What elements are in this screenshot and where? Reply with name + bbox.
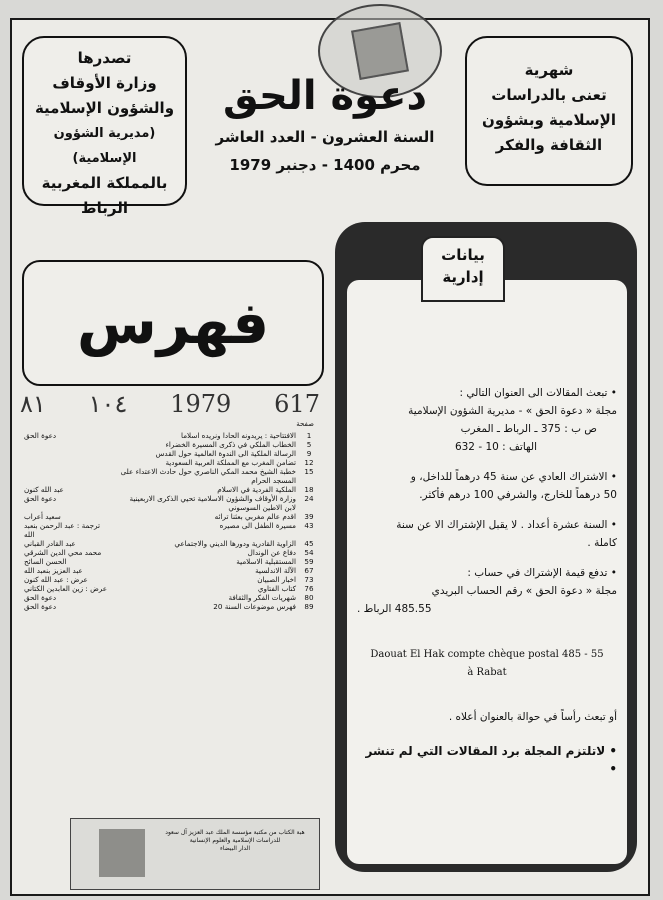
admin-text: كاملة . bbox=[587, 537, 617, 549]
toc-author: دعوة الحق bbox=[24, 602, 57, 611]
toc-author: الحسن السائح bbox=[24, 557, 67, 566]
toc-row bbox=[22, 449, 322, 458]
toc-author: عرض : عبد الله كنون bbox=[24, 575, 88, 584]
toc-article-title: اخبار الصبيان bbox=[257, 575, 296, 584]
toc-article-title: مسيرة الطفل الى مصيره bbox=[219, 521, 296, 530]
handwritten-number: ٨١ bbox=[20, 390, 46, 418]
contents-heading: فهرس bbox=[76, 289, 270, 357]
admin-tab-heading bbox=[421, 236, 505, 302]
subtitle-box bbox=[465, 36, 633, 186]
handwritten-number: ١٠٤ bbox=[88, 390, 128, 418]
toc-article-title: وزارة الأوقاف والشؤون الاسلامية تحيي الذكرى الاربعينية لابن الاطين السوسوني bbox=[129, 494, 296, 512]
toc-row bbox=[22, 458, 322, 467]
toc-article-title: خطبة الشيخ محمد المكي الناصري حول حادث الاعتداء على المسجد الحرام bbox=[120, 467, 296, 485]
toc-author: عبد القادر القباني bbox=[24, 539, 76, 548]
toc-article-title: الافتتاحية : يريدونه الحادا ونريده اسلاما bbox=[181, 431, 296, 440]
toc-row bbox=[22, 440, 322, 449]
donation-stamp bbox=[70, 818, 320, 890]
toc-article-title: الخطاب الملكي في ذكرى المسيرة الخضراء bbox=[165, 440, 296, 449]
admin-text: أو تبعث رأساً في حوالة بالعنوان أعلاه . bbox=[448, 711, 617, 723]
toc-row bbox=[22, 584, 322, 593]
toc-row bbox=[22, 539, 322, 548]
masthead bbox=[190, 70, 460, 174]
toc-article-title: دفاع عن الوندال bbox=[247, 548, 296, 557]
subtitle-line: الثقافة والفكر bbox=[495, 136, 603, 154]
table-of-contents bbox=[22, 420, 322, 611]
admin-info-panel bbox=[335, 222, 637, 872]
toc-page-number: 39 bbox=[304, 512, 314, 521]
subtitle-line: الإسلامية وبشؤون bbox=[482, 111, 616, 129]
handwritten-number: 617 bbox=[274, 390, 320, 418]
toc-page-number: 59 bbox=[304, 557, 314, 566]
toc-page-header: صفحة bbox=[296, 420, 314, 428]
issue-date: محرم 1400 - دجنبر 1979 bbox=[229, 156, 421, 174]
toc-article-title: المستقبلية الاسلامية bbox=[236, 557, 296, 566]
toc-author: عرض : زين العابدين الكتاني bbox=[24, 584, 108, 593]
toc-row bbox=[22, 521, 322, 539]
publisher-box bbox=[22, 36, 187, 217]
admin-info-content bbox=[347, 280, 627, 864]
stamp-line: هبة الكتاب من مكتبة مؤسسة الملك عبد العزيز آل سعود bbox=[165, 829, 305, 836]
toc-row bbox=[22, 467, 322, 485]
toc-page-number: 1 bbox=[306, 431, 312, 440]
toc-page-number: 67 bbox=[304, 566, 314, 575]
toc-article-title: الرسالة الملكية الى الندوة العالمية حول القدس bbox=[155, 449, 296, 458]
toc-row bbox=[22, 602, 322, 611]
toc-page-number: 54 bbox=[304, 548, 314, 557]
toc-author: عبد الله كنون bbox=[24, 485, 64, 494]
toc-page-number: 45 bbox=[304, 539, 314, 548]
admin-text: • تبعث المقالات الى العنوان التالي : bbox=[459, 387, 617, 399]
admin-text: • السنة عشرة أعداد . لا يقبل الإشتراك الا عن سنة bbox=[396, 519, 617, 531]
toc-row bbox=[22, 557, 322, 566]
admin-notice: • لاتلتزم المجلة برد المقالات التي لم تنشر • bbox=[365, 744, 617, 776]
toc-row bbox=[22, 566, 322, 575]
admin-text: مجلة « دعوة الحق » رقم الحساب البريدي bbox=[431, 585, 617, 597]
admin-tab-line: بيانات bbox=[441, 246, 485, 264]
publisher-line: بالمملكة المغربية bbox=[41, 174, 168, 192]
stamp-photo bbox=[99, 829, 145, 877]
toc-article-title: كتاب الفتاوي bbox=[257, 584, 296, 593]
toc-rows bbox=[22, 431, 322, 611]
magazine-title: دعوة الحق bbox=[222, 73, 428, 119]
publisher-line: تصدرها bbox=[77, 49, 132, 67]
toc-row bbox=[22, 485, 322, 494]
toc-page-number: 89 bbox=[304, 602, 314, 611]
contents-heading-box bbox=[22, 260, 324, 386]
publisher-line: وزارة الأوقاف bbox=[52, 74, 157, 92]
toc-article-title: شهريات الفكر والثقافة bbox=[228, 593, 296, 602]
admin-text: 485.55 الرباط . bbox=[357, 603, 432, 615]
admin-text: • تدفع قيمة الإشتراك في حساب : bbox=[467, 567, 617, 579]
toc-page-number: 12 bbox=[304, 458, 314, 467]
toc-author: دعوة الحق bbox=[24, 593, 57, 602]
toc-article-title: تضامن المغرب مع المملكة العربية السعودية bbox=[165, 458, 296, 467]
toc-row bbox=[22, 512, 322, 521]
toc-page-number: 9 bbox=[306, 449, 312, 458]
toc-row bbox=[22, 548, 322, 557]
handwritten-annotation bbox=[20, 390, 320, 418]
toc-page-number: 76 bbox=[304, 584, 314, 593]
publisher-line: الرباط bbox=[81, 199, 128, 217]
subtitle-line: تعنى بالدراسات bbox=[491, 86, 607, 104]
toc-page-number: 43 bbox=[304, 521, 314, 530]
toc-author: سعيد أعراب bbox=[24, 512, 61, 521]
toc-row bbox=[22, 431, 322, 440]
toc-page-number: 73 bbox=[304, 575, 314, 584]
toc-author: دعوة الحق bbox=[24, 431, 57, 440]
publisher-line: (مديرية الشؤون الإسلامية) bbox=[53, 126, 156, 166]
toc-author: ترجمة : عبد الرحمن بنعبد الله bbox=[24, 521, 101, 539]
subtitle-line: شهرية bbox=[524, 61, 574, 79]
toc-author: دعوة الحق bbox=[24, 494, 57, 503]
toc-page-number: 18 bbox=[304, 485, 314, 494]
postal-account-fr: Daouat El Hak compte chèque postal 485 - 55 bbox=[370, 649, 604, 660]
handwritten-year: 1979 bbox=[170, 390, 232, 418]
toc-page-number: 80 bbox=[304, 593, 314, 602]
toc-row bbox=[22, 593, 322, 602]
admin-text: 50 درهماً للخارج، والشرفي 100 درهم فأكثر. bbox=[419, 489, 617, 501]
toc-article-title: الزاوية القادرية ودورها الديني والاجتماعي bbox=[174, 539, 296, 548]
stamp-line: الدار البيضاء bbox=[219, 845, 251, 852]
issue-line: السنة العشرون - العدد العاشر bbox=[215, 128, 435, 146]
toc-article-title: الآلة الاندلسية bbox=[255, 566, 296, 575]
toc-author: عبد العزيز بنعبد الله bbox=[24, 566, 83, 575]
admin-text: ص ب : 375 ـ الرباط ـ المغرب bbox=[460, 423, 597, 435]
toc-author: محمد محي الدين الشرقي bbox=[24, 548, 102, 557]
publisher-line: والشؤون الإسلامية bbox=[34, 99, 175, 117]
toc-row bbox=[22, 575, 322, 584]
admin-text: مجلة « دعوة الحق » - مديرية الشؤون الإسلامية bbox=[408, 405, 617, 417]
toc-article-title: الملكية الفردية في الاسلام bbox=[217, 485, 296, 494]
toc-page-number: 24 bbox=[304, 494, 314, 503]
toc-row bbox=[22, 494, 322, 512]
postal-account-fr: à Rabat bbox=[467, 667, 507, 678]
toc-article-title: فهرس موضوعات السنة 20 bbox=[213, 602, 296, 611]
admin-tab-line: إدارية bbox=[442, 268, 484, 286]
admin-text: الهاتف : 10 - 632 bbox=[454, 441, 537, 453]
stamp-line: للدراسات الإسلامية والعلوم الإنسانية bbox=[189, 837, 281, 844]
toc-article-title: اقدم عالم مغربي بعثنا ترائه bbox=[214, 512, 296, 521]
toc-page-number: 15 bbox=[304, 467, 314, 476]
donation-stamp-text bbox=[155, 829, 315, 853]
toc-page-number: 5 bbox=[306, 440, 312, 449]
admin-text: • الاشتراك العادي عن سنة 45 درهماً للداخل، و bbox=[410, 471, 617, 483]
